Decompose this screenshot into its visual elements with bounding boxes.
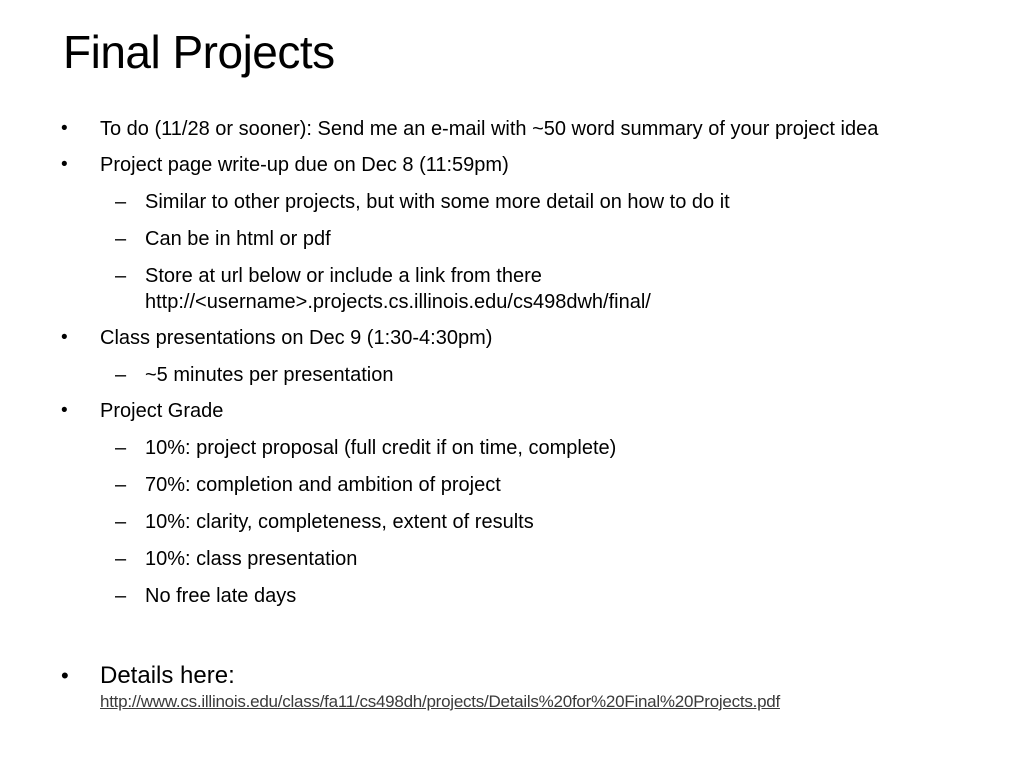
- sub-bullet-item: [0, 226, 1024, 252]
- bullet-text: To do (11/28 or sooner): Send me an e-mail with ~50 word summary of your project idea: [100, 118, 879, 140]
- details-block: [100, 661, 990, 713]
- bullet-item: [0, 152, 1024, 178]
- bullet-marker: •: [61, 400, 68, 421]
- slide-title: Final Projects: [63, 26, 335, 78]
- dash-marker: –: [115, 548, 127, 570]
- sub-bullet-text: 70%: completion and ambition of project: [145, 474, 501, 496]
- sub-bullet-text: 10%: clarity, completeness, extent of results: [145, 511, 534, 533]
- dash-marker: –: [115, 265, 127, 287]
- bullet-item: [0, 398, 1024, 424]
- bullet-text: Project Grade: [100, 400, 224, 422]
- sub-bullet-text: 10%: class presentation: [145, 548, 358, 570]
- sub-bullet-text: ~5 minutes per presentation: [145, 364, 394, 386]
- bullet-text: Class presentations on Dec 9 (1:30-4:30pm): [100, 327, 493, 349]
- sub-bullet-text: No free late days: [145, 585, 297, 607]
- sub-bullet-text: Store at url below or include a link from there http://<username>.projects.cs.illinois.edu/cs498dwh/final/: [145, 265, 651, 313]
- dash-marker: –: [115, 364, 127, 386]
- sub-bullet-item: [0, 472, 1024, 498]
- bullet-marker: •: [61, 154, 68, 175]
- sub-bullet-item: [0, 546, 1024, 572]
- sub-bullet-item: [0, 583, 1024, 609]
- sub-bullet-text: Similar to other projects, but with some more detail on how to do it: [145, 191, 730, 213]
- sub-bullet-item: [0, 362, 1024, 388]
- dash-marker: –: [115, 228, 127, 250]
- sub-bullet-item: [0, 263, 1024, 315]
- bullet-item: [0, 325, 1024, 351]
- slide-content: [0, 116, 1024, 713]
- sub-bullet-text: 10%: project proposal (full credit if on time, complete): [145, 437, 617, 459]
- details-link[interactable]: http://www.cs.illinois.edu/class/fa11/cs498dh/projects/Details%20for%20Final%20Projects.pdf: [100, 692, 780, 711]
- dash-marker: –: [115, 437, 127, 459]
- details-bullet: [0, 661, 1024, 713]
- bullet-marker: •: [61, 663, 69, 688]
- bullet-marker: •: [61, 327, 68, 348]
- bullet-text: Project page write-up due on Dec 8 (11:59pm): [100, 154, 509, 176]
- sub-bullet-text: Can be in html or pdf: [145, 228, 331, 250]
- bullet-item: [0, 116, 1024, 142]
- sub-bullet-item: [0, 189, 1024, 215]
- details-label: Details here:: [100, 662, 235, 689]
- bullet-marker: •: [61, 118, 68, 139]
- dash-marker: –: [115, 511, 127, 533]
- dash-marker: –: [115, 585, 127, 607]
- sub-bullet-item: [0, 509, 1024, 535]
- dash-marker: –: [115, 191, 127, 213]
- dash-marker: –: [115, 474, 127, 496]
- sub-bullet-item: [0, 435, 1024, 461]
